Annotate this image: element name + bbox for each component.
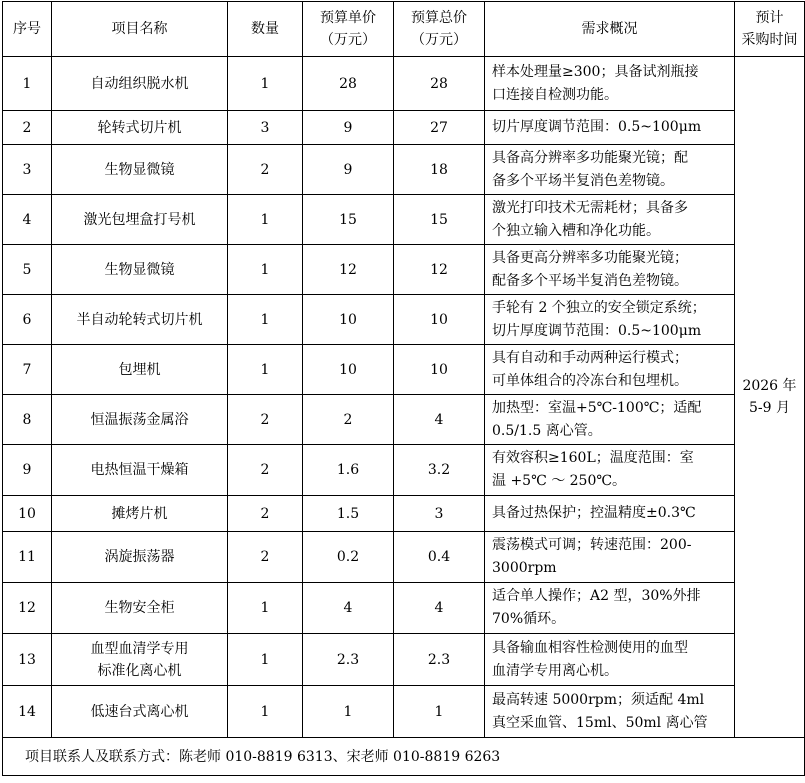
row-unit-price: 2.3 — [303, 634, 394, 686]
row-req-line2: 血清学专用离心机。 — [492, 662, 618, 679]
row-req-line2: 切片厚度调节范围：0.5~100μm — [492, 322, 702, 339]
header-qty: 数量 — [228, 2, 303, 57]
header-name: 项目名称 — [52, 2, 228, 57]
row-total-price: 10 — [394, 345, 485, 395]
row-qty: 2 — [228, 496, 303, 532]
row-name — [52, 634, 228, 686]
procurement-table — [2, 1, 805, 776]
row-qty: 1 — [228, 345, 303, 395]
row-qty: 1 — [228, 195, 303, 245]
row-requirements — [485, 395, 735, 445]
row-name: 包埋机 — [52, 345, 228, 395]
procurement-time-line2: 5-9 月 — [749, 400, 790, 416]
row-req-line1: 具备输血相容性检测使用的血型 — [492, 639, 688, 656]
header-unit-price — [303, 2, 394, 57]
row-qty: 3 — [228, 111, 303, 145]
row-qty: 1 — [228, 57, 303, 111]
row-total-price: 18 — [394, 145, 485, 195]
footer-row — [3, 738, 805, 776]
row-index: 2 — [3, 111, 52, 145]
row-req-line2: 可单体组合的冷冻台和包埋机。 — [492, 372, 688, 389]
row-req-line2: 70%循环。 — [492, 611, 566, 627]
row-requirements — [485, 145, 735, 195]
row-unit-price: 9 — [303, 111, 394, 145]
row-total-price: 3.2 — [394, 445, 485, 496]
row-requirements — [485, 295, 735, 345]
row-index: 1 — [3, 57, 52, 111]
table-row — [3, 445, 805, 496]
row-name: 摊烤片机 — [52, 496, 228, 532]
row-req-line1: 最高转速 5000rpm；须适配 4ml — [492, 691, 705, 708]
row-requirements — [485, 532, 735, 583]
row-requirements — [485, 583, 735, 634]
row-req-line1: 具有自动和手动两种运行模式； — [492, 349, 688, 366]
header-unit-price-line1: 预算单价 — [320, 10, 376, 26]
table-row — [3, 295, 805, 345]
row-name: 生物安全柜 — [52, 583, 228, 634]
header-time-line2: 采购时间 — [741, 32, 798, 48]
table-row — [3, 532, 805, 583]
row-index: 3 — [3, 145, 52, 195]
row-name-line2: 标准化离心机 — [97, 662, 182, 679]
header-total-price-line1: 预算总价 — [411, 10, 467, 26]
table-row — [3, 395, 805, 445]
row-unit-price: 12 — [303, 245, 394, 295]
row-total-price: 27 — [394, 111, 485, 145]
row-name: 激光包埋盒打号机 — [52, 195, 228, 245]
row-unit-price: 1.6 — [303, 445, 394, 496]
row-index: 6 — [3, 295, 52, 345]
header-procurement-time — [735, 2, 805, 57]
row-index: 9 — [3, 445, 52, 496]
row-name: 自动组织脱水机 — [52, 57, 228, 111]
row-index: 5 — [3, 245, 52, 295]
row-total-price: 28 — [394, 57, 485, 111]
row-req-line1: 适合单人操作；A2 型，30%外排 — [492, 588, 701, 604]
row-req-line1: 手轮有 2 个独立的安全锁定系统； — [492, 299, 706, 316]
table-row — [3, 245, 805, 295]
row-req-line2: 备多个平场半复消色差物镜。 — [492, 172, 674, 189]
row-index: 14 — [3, 686, 52, 738]
row-unit-price: 10 — [303, 295, 394, 345]
contact-info: 项目联系人及联系方式：陈老师 010-8819 6313、宋老师 010-8819 6263 — [3, 738, 805, 776]
row-req-line1: 具备更高分辨率多功能聚光镜； — [492, 249, 688, 266]
row-index: 4 — [3, 195, 52, 245]
row-index: 13 — [3, 634, 52, 686]
row-qty: 1 — [228, 295, 303, 345]
row-qty: 2 — [228, 395, 303, 445]
row-total-price: 1 — [394, 686, 485, 738]
row-qty: 1 — [228, 245, 303, 295]
row-req-line1: 激光打印技术无需耗材；具备多 — [492, 199, 688, 216]
table-row — [3, 195, 805, 245]
row-req-line2: 0.5/1.5 离心管。 — [492, 422, 602, 439]
procurement-time-line1: 2026 年 — [742, 378, 797, 394]
row-name: 涡旋振荡器 — [52, 532, 228, 583]
row-total-price: 4 — [394, 395, 485, 445]
row-req-line2: 口连接自检测功能。 — [492, 86, 618, 103]
row-total-price: 3 — [394, 496, 485, 532]
header-row — [3, 2, 805, 57]
row-qty: 1 — [228, 686, 303, 738]
row-requirements — [485, 57, 735, 111]
procurement-time — [735, 57, 805, 738]
table-row — [3, 496, 805, 532]
row-qty: 2 — [228, 532, 303, 583]
row-requirements — [485, 195, 735, 245]
row-req-line2: 3000rpm — [492, 560, 557, 576]
row-name: 生物显微镜 — [52, 145, 228, 195]
row-requirements — [485, 111, 735, 145]
row-index: 12 — [3, 583, 52, 634]
row-req-line1: 有效容积≥160L；温度范围：室 — [492, 450, 694, 466]
row-total-price: 4 — [394, 583, 485, 634]
table-row — [3, 111, 805, 145]
row-name: 轮转式切片机 — [52, 111, 228, 145]
row-unit-price: 1 — [303, 686, 394, 738]
table-row — [3, 145, 805, 195]
row-requirements — [485, 634, 735, 686]
header-total-price — [394, 2, 485, 57]
row-requirements — [485, 686, 735, 738]
row-requirements — [485, 496, 735, 532]
row-index: 10 — [3, 496, 52, 532]
row-unit-price: 4 — [303, 583, 394, 634]
row-req-line2: 真空采血管、15ml、50ml 离心管 — [492, 714, 708, 731]
row-name: 恒温振荡金属浴 — [52, 395, 228, 445]
row-unit-price: 15 — [303, 195, 394, 245]
row-qty: 2 — [228, 145, 303, 195]
row-req-line1: 样本处理量≥300；具备试剂瓶接 — [492, 63, 699, 80]
row-requirements — [485, 245, 735, 295]
row-qty: 1 — [228, 583, 303, 634]
header-requirements: 需求概况 — [485, 2, 735, 57]
table-row — [3, 583, 805, 634]
row-total-price: 12 — [394, 245, 485, 295]
row-index: 7 — [3, 345, 52, 395]
row-req-line1: 震荡模式可调；转速范围：200- — [492, 537, 692, 553]
row-total-price: 10 — [394, 295, 485, 345]
row-req-line2: 温 +5℃ ～ 250℃。 — [492, 473, 627, 489]
table-row — [3, 634, 805, 686]
header-total-price-line2: （万元） — [411, 32, 467, 48]
table-row — [3, 57, 805, 111]
row-unit-price: 2 — [303, 395, 394, 445]
row-name: 低速台式离心机 — [52, 686, 228, 738]
row-requirements — [485, 345, 735, 395]
table-row — [3, 686, 805, 738]
table-row — [3, 345, 805, 395]
row-req-line2: 配备多个平场半复消色差物镜。 — [492, 272, 688, 289]
row-req-line1: 切片厚度调节范围：0.5~100μm — [492, 119, 702, 135]
row-index: 11 — [3, 532, 52, 583]
row-name-line1: 血型血清学专用 — [90, 640, 189, 657]
row-unit-price: 0.2 — [303, 532, 394, 583]
row-unit-price: 1.5 — [303, 496, 394, 532]
row-total-price: 15 — [394, 195, 485, 245]
row-requirements — [485, 445, 735, 496]
header-unit-price-line2: （万元） — [320, 32, 376, 48]
row-req-line1: 加热型：室温+5℃-100℃；适配 — [492, 399, 702, 416]
row-total-price: 0.4 — [394, 532, 485, 583]
row-req-line1: 具备过热保护；控温精度±0.3℃ — [492, 505, 696, 521]
row-name: 半自动轮转式切片机 — [52, 295, 228, 345]
row-unit-price: 10 — [303, 345, 394, 395]
header-time-line1: 预计 — [755, 10, 784, 26]
row-qty: 2 — [228, 445, 303, 496]
row-name: 生物显微镜 — [52, 245, 228, 295]
row-qty: 1 — [228, 634, 303, 686]
header-index: 序号 — [3, 2, 52, 57]
row-index: 8 — [3, 395, 52, 445]
row-req-line1: 具备高分辨率多功能聚光镜；配 — [492, 149, 688, 166]
row-total-price: 2.3 — [394, 634, 485, 686]
row-name: 电热恒温干燥箱 — [52, 445, 228, 496]
row-req-line2: 个独立输入槽和净化功能。 — [492, 222, 660, 239]
row-unit-price: 28 — [303, 57, 394, 111]
row-unit-price: 9 — [303, 145, 394, 195]
